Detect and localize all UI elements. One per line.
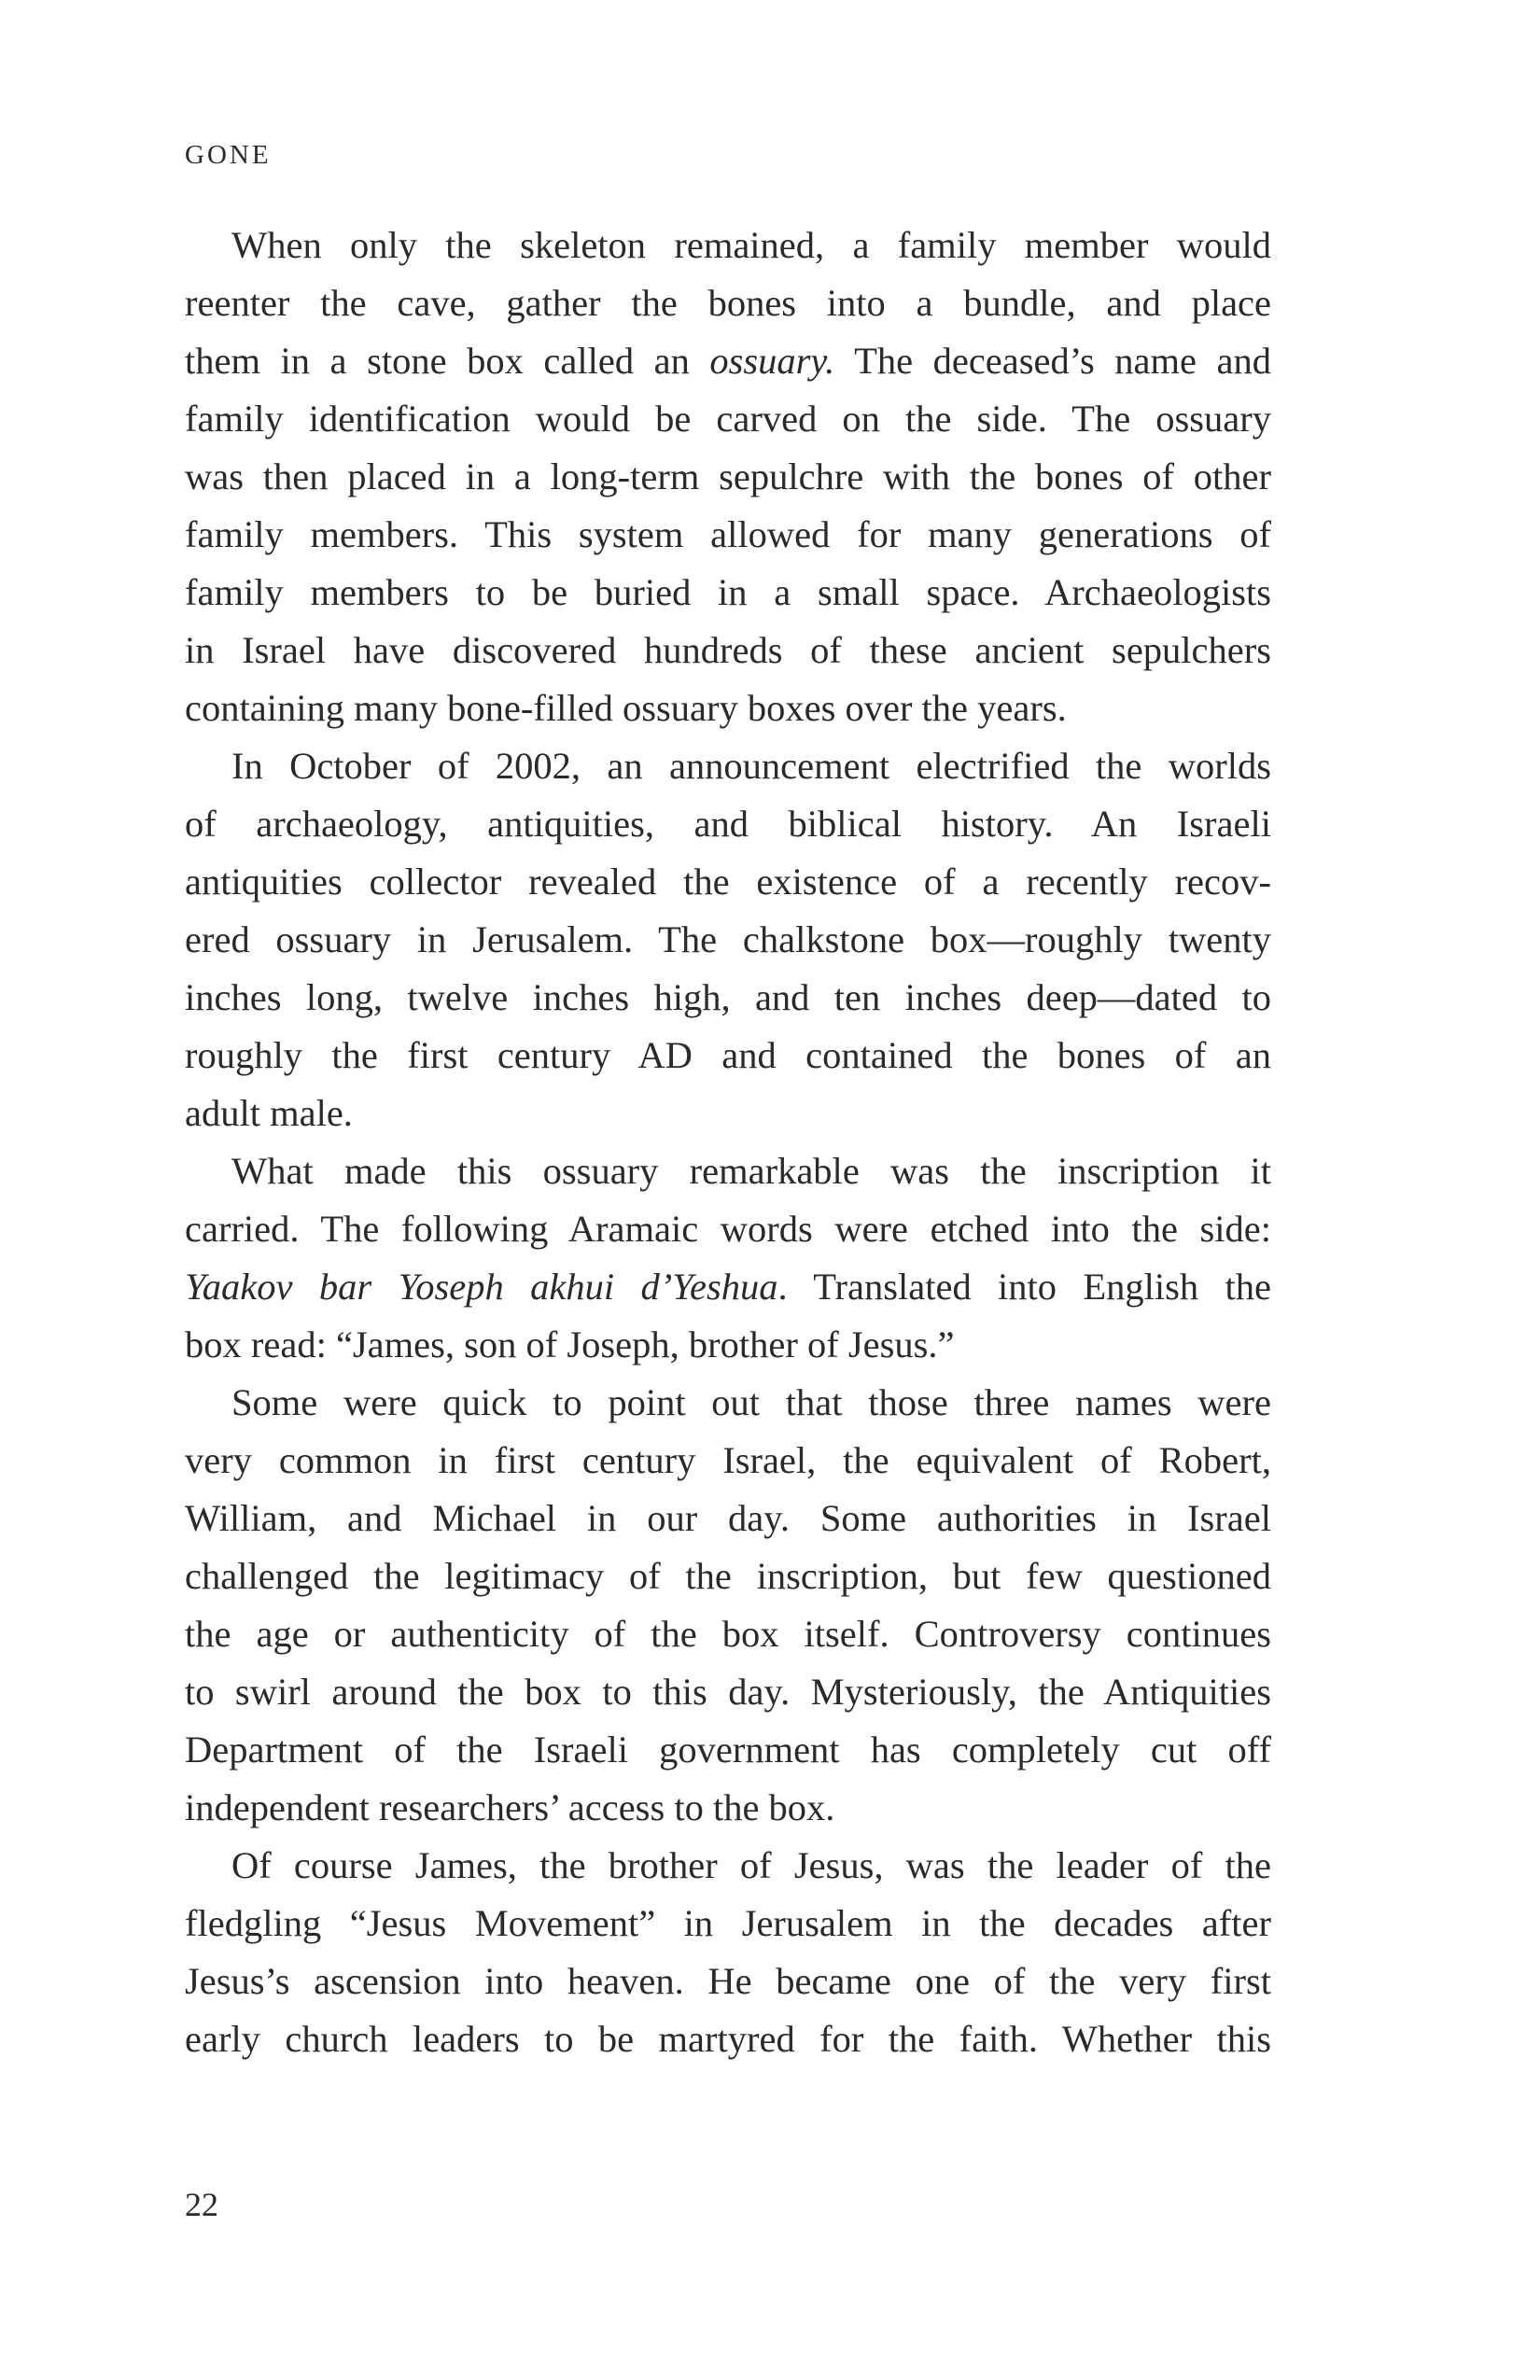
text-line <box>185 506 1271 564</box>
text-segment: containing many bone-filled ossuary boxes over the years. <box>185 687 1067 729</box>
text-line <box>185 1663 1271 1721</box>
text-line <box>185 1953 1271 2010</box>
text-segment: challenged the legitimacy of the inscription, but few questioned <box>185 1555 1271 1597</box>
text-segment: What made this ossuary remarkable was the inscription it <box>231 1150 1271 1192</box>
text-line <box>185 1316 1271 1374</box>
italic-text-segment: ossuary. <box>709 340 835 382</box>
text-segment: fledgling “Jesus Movement” in Jerusalem in the decades after <box>185 1902 1271 1944</box>
text-line <box>185 1837 1271 1895</box>
text-segment: very common in first century Israel, the equivalent of Robert, <box>185 1439 1271 1481</box>
text-line <box>185 390 1271 448</box>
text-segment: . Translated into English the <box>777 1266 1271 1308</box>
italic-text-segment: Yaakov bar Yoseph akhui d’Yeshua <box>185 1266 778 1308</box>
text-segment: inches long, twelve inches high, and ten inches deep—dated to <box>185 976 1271 1018</box>
text-segment: William, and Michael in our day. Some authorities in Israel <box>185 1497 1271 1539</box>
text-segment: ered ossuary in Jerusalem. The chalkstone box—roughly twenty <box>185 918 1271 960</box>
text-line <box>185 1721 1271 1779</box>
text-segment: The deceased’s name and <box>834 340 1271 382</box>
text-segment: Some were quick to point out that those three names were <box>231 1381 1271 1423</box>
text-line <box>185 1258 1271 1316</box>
text-line <box>185 1374 1271 1432</box>
text-segment: box read: “James, son of Joseph, brother of Jesus.” <box>185 1323 955 1365</box>
running-head: GONE <box>185 140 272 170</box>
text-line <box>185 1779 1271 1837</box>
text-line <box>185 737 1271 795</box>
text-line <box>185 679 1271 737</box>
text-line <box>185 1085 1271 1142</box>
text-segment: Department of the Israeli government has completely cut off <box>185 1729 1271 1771</box>
text-line <box>185 1200 1271 1258</box>
text-segment: family identification would be carved on the side. The ossuary <box>185 398 1271 440</box>
text-line <box>185 1895 1271 1953</box>
text-line <box>185 853 1271 911</box>
text-segment: to swirl around the box to this day. Mysteriously, the Antiquities <box>185 1671 1271 1713</box>
page-number: 22 <box>185 2186 218 2223</box>
text-segment: independent researchers’ access to the box. <box>185 1786 835 1828</box>
text-line <box>185 1027 1271 1085</box>
text-segment: in Israel have discovered hundreds of these ancient sepulchers <box>185 629 1271 671</box>
text-segment: carried. The following Aramaic words were etched into the side: <box>185 1208 1271 1250</box>
text-line <box>185 795 1271 853</box>
text-segment: family members to be buried in a small space. Archaeologists <box>185 571 1271 613</box>
text-line <box>185 1547 1271 1605</box>
text-segment: the age or authenticity of the box itself. Controversy continues <box>185 1613 1271 1655</box>
body-text <box>185 217 1271 2068</box>
text-segment: adult male. <box>185 1092 353 1134</box>
text-segment: Of course James, the brother of Jesus, was the leader of the <box>231 1844 1271 1886</box>
text-segment: antiquities collector revealed the existence of a recently recov- <box>185 861 1271 903</box>
text-line <box>185 911 1271 969</box>
text-line <box>185 1490 1271 1547</box>
text-segment: of archaeology, antiquities, and biblical history. An Israeli <box>185 803 1271 845</box>
text-line <box>185 969 1271 1027</box>
text-line <box>185 1142 1271 1200</box>
text-line <box>185 448 1271 506</box>
text-segment: early church leaders to be martyred for the faith. Whether this <box>185 2018 1271 2060</box>
text-segment: reenter the cave, gather the bones into a bundle, and place <box>185 282 1271 324</box>
text-segment: them in a stone box called an <box>185 340 710 382</box>
text-line <box>185 1432 1271 1490</box>
text-line <box>185 332 1271 390</box>
text-segment: was then placed in a long-term sepulchre with the bones of other <box>185 455 1271 497</box>
text-line <box>185 622 1271 679</box>
text-line <box>185 2010 1271 2068</box>
text-line <box>185 274 1271 332</box>
text-segment: Jesus’s ascension into heaven. He became one of the very first <box>185 1960 1271 2002</box>
text-line <box>185 564 1271 622</box>
text-line <box>185 217 1271 274</box>
text-segment: When only the skeleton remained, a family member would <box>231 224 1271 266</box>
text-segment: roughly the first century AD and contained the bones of an <box>185 1034 1271 1076</box>
text-segment: In October of 2002, an announcement electrified the worlds <box>231 745 1271 787</box>
text-line <box>185 1605 1271 1663</box>
text-segment: family members. This system allowed for many generations of <box>185 513 1271 555</box>
